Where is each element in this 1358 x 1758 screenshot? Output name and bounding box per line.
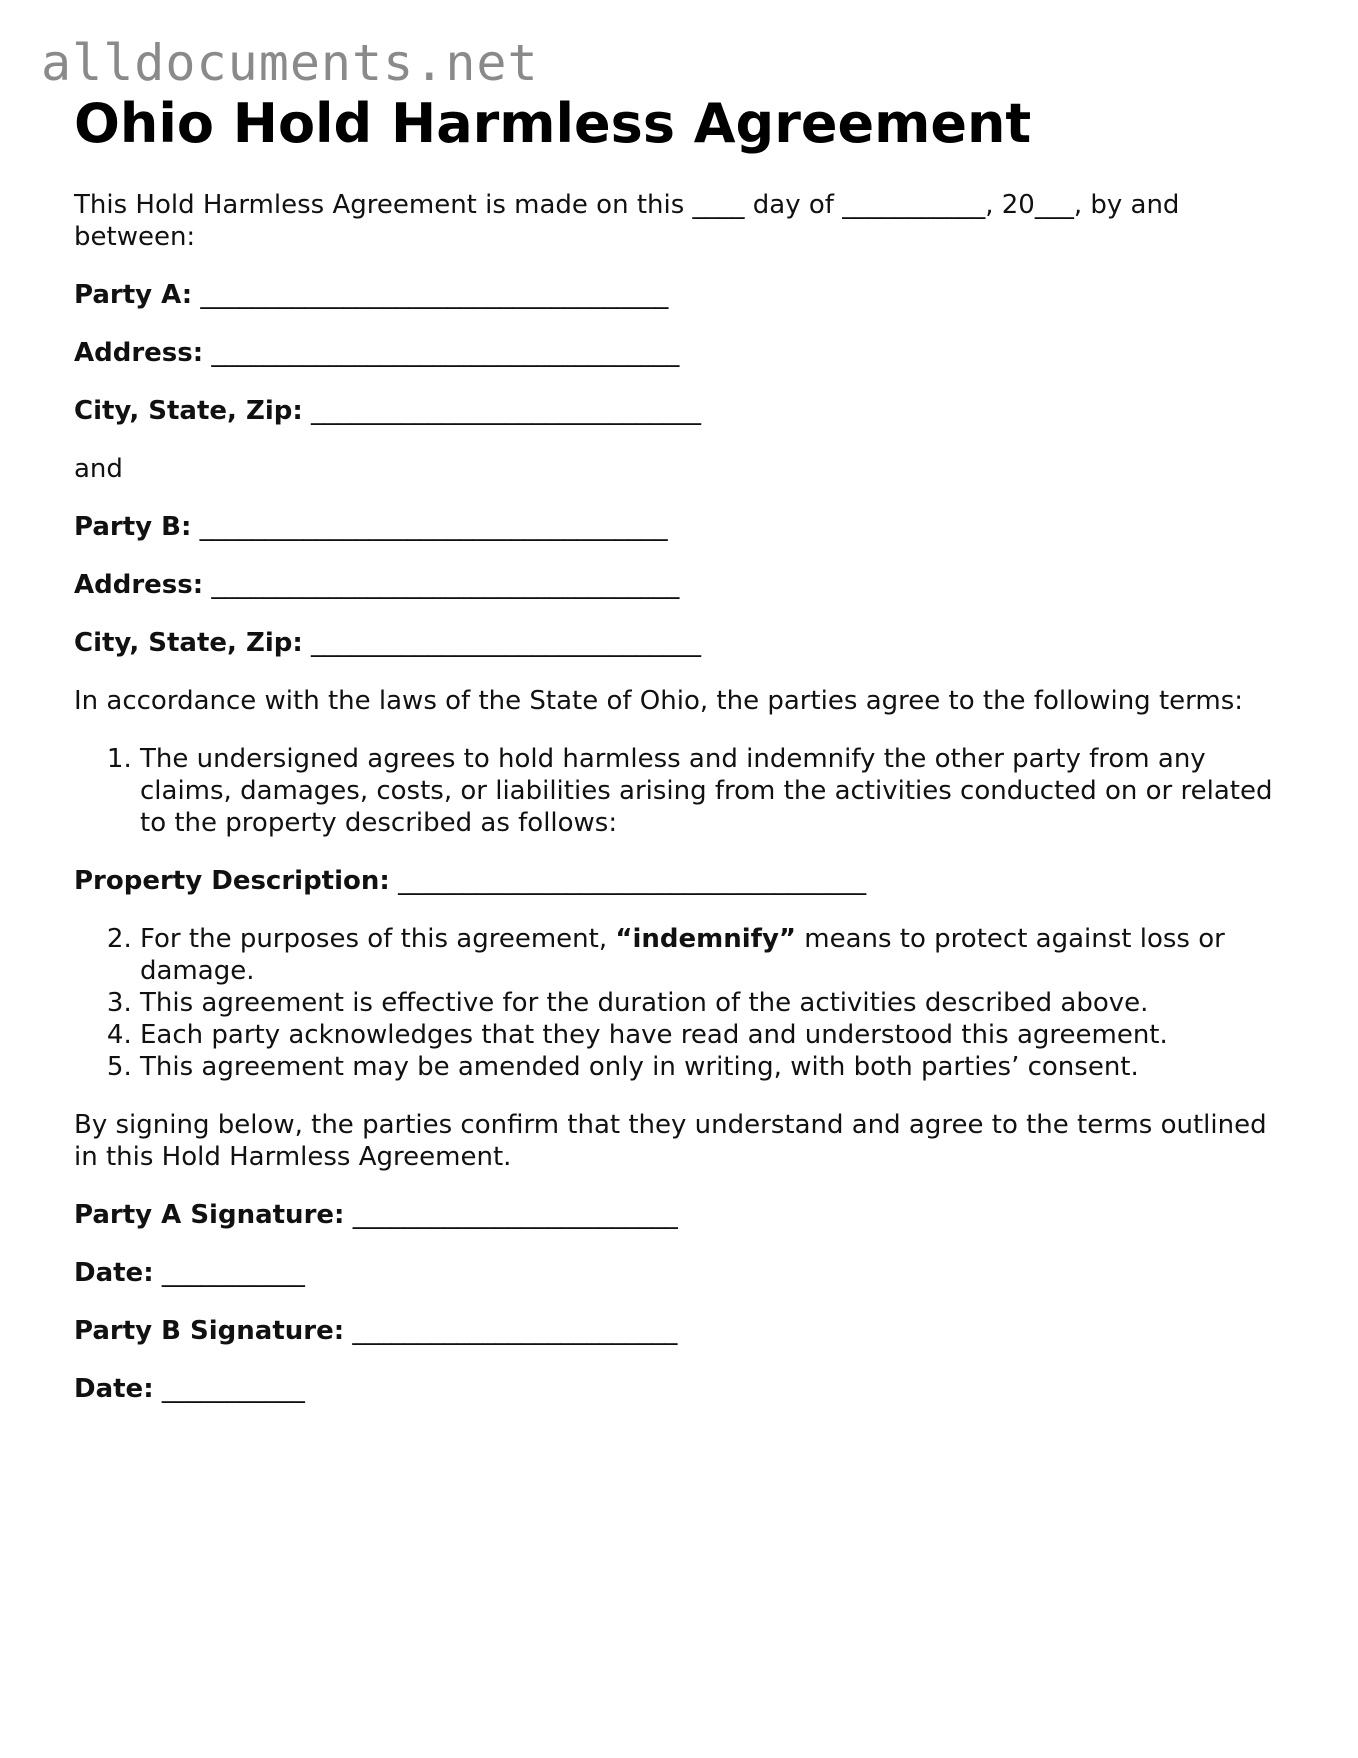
term-3: 3. This agreement is effective for the duration of the activities described above.	[140, 987, 1294, 1019]
term-1: 1. The undersigned agrees to hold harmless and indemnify the other party from any claims, damages, costs, or liabilities arising from the activities conducted on or related to the property described as follows:	[140, 743, 1294, 839]
party-a-address-blank[interactable]: ____________________________________	[211, 337, 680, 368]
party-b-address-field[interactable]	[74, 569, 1294, 601]
party-a-signature-label: Party A Signature:	[74, 1199, 345, 1230]
party-a-address-field[interactable]	[74, 337, 1294, 369]
party-b-date-blank[interactable]: ___________	[161, 1373, 305, 1404]
party-a-signature-field[interactable]	[74, 1199, 1294, 1231]
party-b-city-label: City, State, Zip:	[74, 627, 303, 658]
and-text: and	[74, 453, 123, 484]
party-b-city-blank[interactable]: ______________________________	[311, 627, 702, 658]
party-a-date-blank[interactable]: ___________	[161, 1257, 305, 1288]
property-description-blank[interactable]: ____________________________________	[398, 865, 867, 896]
party-b-name-label: Party B:	[74, 511, 192, 542]
party-a-name-blank[interactable]: ____________________________________	[200, 279, 669, 310]
party-b-city-field[interactable]	[74, 627, 1294, 659]
party-b-name-field[interactable]	[74, 511, 1294, 543]
watermark: alldocuments.net	[41, 34, 539, 92]
party-a-date-field[interactable]	[74, 1257, 1294, 1289]
term-2-before: For the purposes of this agreement,	[140, 923, 616, 954]
party-a-city-label: City, State, Zip:	[74, 395, 303, 426]
term-2-defined-word: “indemnify”	[615, 923, 796, 954]
party-a-city-blank[interactable]: ______________________________	[311, 395, 702, 426]
terms-list-first	[74, 743, 1294, 839]
party-b-signature-field[interactable]	[74, 1315, 1294, 1347]
party-b-date-label: Date:	[74, 1373, 154, 1404]
property-description-label: Property Description:	[74, 865, 390, 896]
party-a-signature-blank[interactable]: _________________________	[352, 1199, 678, 1230]
term-5: 5. This agreement may be amended only in writing, with both parties’ consent.	[140, 1051, 1294, 1083]
party-b-date-field[interactable]	[74, 1373, 1294, 1405]
term-2-after: means to protect against loss or damage.	[140, 923, 1225, 986]
party-b-address-blank[interactable]: ____________________________________	[211, 569, 680, 600]
closing-paragraph: By signing below, the parties confirm that they understand and agree to the terms outlined in this Hold Harmless Agreement.	[74, 1109, 1267, 1172]
intro-paragraph: This Hold Harmless Agreement is made on this ____ day of ___________, 20___, by and between:	[74, 189, 1180, 252]
party-a-name-label: Party A:	[74, 279, 193, 310]
party-b-name-blank[interactable]: ____________________________________	[199, 511, 668, 542]
party-b-signature-blank[interactable]: _________________________	[352, 1315, 678, 1346]
term-2	[140, 923, 1294, 987]
party-a-date-label: Date:	[74, 1257, 154, 1288]
party-a-name-field[interactable]	[74, 279, 1294, 311]
party-b-signature-label: Party B Signature:	[74, 1315, 345, 1346]
property-description-field[interactable]	[74, 865, 1294, 897]
party-a-address-label: Address:	[74, 337, 204, 368]
party-b-address-label: Address:	[74, 569, 204, 600]
party-a-city-field[interactable]	[74, 395, 1294, 427]
document-title: Ohio Hold Harmless Agreement	[74, 92, 1032, 155]
document-page	[74, 92, 1294, 1405]
term-4: 4. Each party acknowledges that they have read and understood this agreement.	[140, 1019, 1294, 1051]
accordance-paragraph: In accordance with the laws of the State of Ohio, the parties agree to the following terms:	[74, 685, 1244, 716]
terms-list-rest	[74, 923, 1294, 1083]
